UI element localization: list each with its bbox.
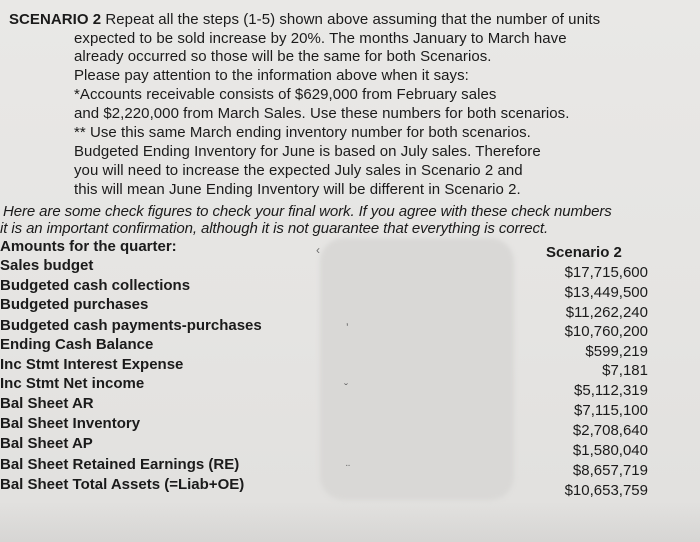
row-value: $599,219 <box>585 343 648 360</box>
scenario-text-line: this will mean June Ending Inventory will be different in Scenario 2. <box>74 181 521 198</box>
page-shadow <box>0 502 700 542</box>
scenario-text-line: *Accounts receivable consists of $629,000 from February sales <box>74 86 497 103</box>
row-label: Bal Sheet Retained Earnings (RE) <box>0 456 240 473</box>
scenario-text-line: expected to be sold increase by 20%. The months January to March have <box>74 30 567 47</box>
row-value: $13,449,500 <box>564 284 648 301</box>
row-label: Budgeted purchases <box>0 296 149 313</box>
row-value: $8,657,719 <box>572 462 648 479</box>
row-value: $7,181 <box>602 362 648 379</box>
row-label: Inc Stmt Interest Expense <box>0 356 184 373</box>
row-label: Budgeted cash payments-purchases <box>0 317 262 334</box>
row-value: $1,580,040 <box>572 442 648 459</box>
row-label: Bal Sheet AP <box>0 435 93 452</box>
row-value: $11,262,240 <box>565 304 648 321</box>
stray-mark: ʼ <box>346 321 349 335</box>
row-value: $17,715,600 <box>564 264 648 281</box>
stray-mark: ¨ <box>346 462 350 476</box>
scenario-text-line: Repeat all the steps (1-5) shown above assuming that the number of units <box>105 11 601 28</box>
row-value: $5,112,319 <box>574 382 648 399</box>
row-value: $2,708,640 <box>572 422 648 439</box>
column-header: Scenario 2 <box>546 244 622 261</box>
row-value: $7,115,100 <box>574 402 648 419</box>
scenario-text-line: already occurred so those will be the same for both Scenarios. <box>74 48 492 65</box>
redacted-area <box>320 238 514 500</box>
stray-mark: ˇ <box>344 381 348 395</box>
scenario-text-line: Budgeted Ending Inventory for June is based on July sales. Therefore <box>74 143 541 160</box>
row-value: $10,760,200 <box>564 323 648 340</box>
scenario-text-line: you will need to increase the expected July sales in Scenario 2 and <box>74 162 523 179</box>
row-value: $10,653,759 <box>564 482 648 499</box>
row-label: Ending Cash Balance <box>0 336 154 353</box>
scenario-first-line <box>9 11 600 29</box>
check-note-line: Here are some check figures to check your final work. If you agree with these check numbers <box>3 203 612 220</box>
row-label: Bal Sheet AR <box>0 395 94 412</box>
row-label: Budgeted cash collections <box>0 277 191 294</box>
row-label: Bal Sheet Inventory <box>0 415 141 432</box>
scenario-text-line: Please pay attention to the information above when it says: <box>74 67 469 84</box>
scenario-label: SCENARIO 2 <box>9 11 102 28</box>
row-label: Inc Stmt Net income <box>0 375 145 392</box>
row-label: Sales budget <box>0 257 94 274</box>
stray-mark: ‹ <box>316 243 320 257</box>
check-note-line: it is an important confirmation, although it is not guarantee that everything is correct. <box>0 220 549 237</box>
table-heading: Amounts for the quarter: <box>0 238 177 255</box>
scenario-text-line: and $2,220,000 from March Sales. Use these numbers for both scenarios. <box>74 105 570 122</box>
scenario-text-line: ** Use this same March ending inventory number for both scenarios. <box>74 124 531 141</box>
row-label: Bal Sheet Total Assets (=Liab+OE) <box>0 476 245 493</box>
